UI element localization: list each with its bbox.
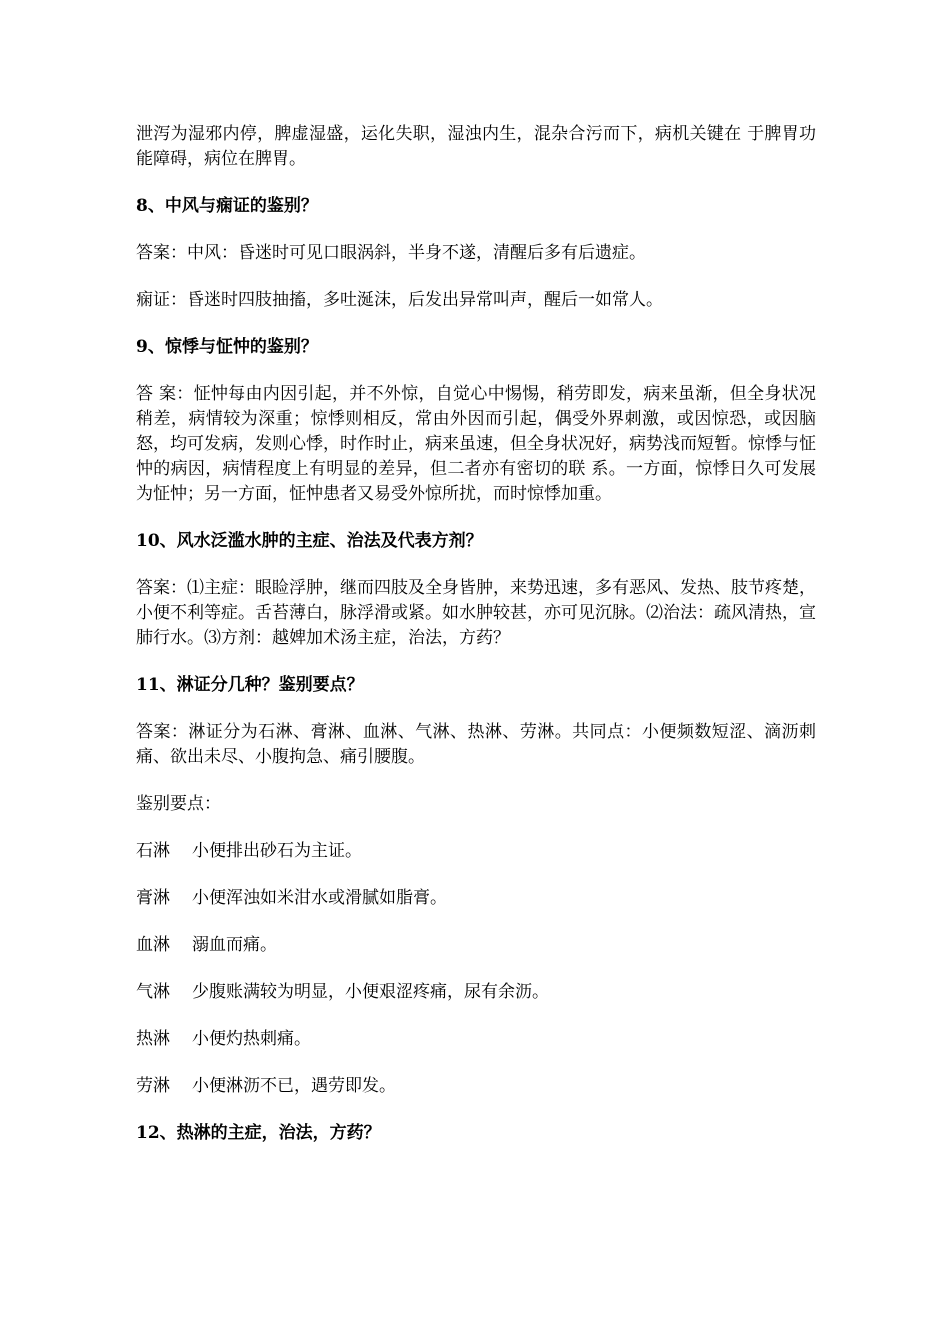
question-10-title: 10、风水泛滥水肿的主症、治法及代表方剂？	[136, 531, 483, 551]
list-item-term: 气淋	[136, 982, 170, 1002]
list-item-desc: 少腹账满较为明显，小便艰涩疼痛，尿有余沥。	[192, 982, 549, 1002]
list-item	[136, 886, 816, 911]
list-item-term: 劳淋	[136, 1076, 170, 1096]
list-item	[136, 980, 816, 1005]
question-8-answer-epilepsy: 痫证：昏迷时四肢抽搐，多吐涎沫，后发出异常叫声，醒后一如常人。	[136, 290, 663, 310]
question-12-title: 12、热淋的主症，治法，方药？	[136, 1123, 381, 1143]
list-item-desc: 小便灼热刺痛。	[192, 1029, 311, 1049]
question-11-title: 11、淋证分几种？鉴别要点？	[136, 675, 364, 695]
list-item-term: 膏淋	[136, 888, 170, 908]
list-item-desc: 小便排出砂石为主证。	[192, 841, 362, 861]
question-9-answer: 答 案：怔忡每由内因引起，并不外惊，自觉心中惕惕，稍劳即发，病来虽渐，但全身状况稍差，病情较为深重；惊悸则相反，常由外因而引起，偶受外界刺激，或因惊恐，或因脑怒，均可发病，发则心悸，时作时止，病来虽速，但全身状况好，病势浅而短暂。惊悸与怔忡的病因，病情程度上有明显的差异，但二者亦有密切的联 系。一方面，惊悸日久可发展为怔忡；另一方面，怔忡患者又易受外惊所扰，而时惊悸加重。	[136, 384, 816, 504]
list-item-desc: 溺血而痛。	[192, 935, 277, 955]
document-page	[136, 122, 816, 1146]
list-item	[136, 1027, 816, 1052]
list-item	[136, 933, 816, 958]
list-item	[136, 839, 816, 864]
question-9-title: 9、惊悸与怔忡的鉴别？	[136, 337, 318, 357]
question-11-points-label: 鉴别要点：	[136, 794, 221, 814]
intro-paragraph: 泄泻为湿邪内停，脾虚湿盛，运化失职，湿浊内生，混杂合污而下，病机关键在 于脾胃功能障碍，病位在脾胃。	[136, 124, 816, 169]
list-item-desc: 小便淋沥不已，遇劳即发。	[192, 1076, 396, 1096]
list-item	[136, 1074, 816, 1099]
list-item-term: 血淋	[136, 935, 170, 955]
question-11-answer: 答案：淋证分为石淋、膏淋、血淋、气淋、热淋、劳淋。共同点：小便频数短涩、滴沥刺痛、欲出未尽、小腹拘急、痛引腰腹。	[136, 722, 816, 767]
question-8-title: 8、中风与痫证的鉴别？	[136, 196, 318, 216]
list-item-desc: 小便浑浊如米泔水或滑腻如脂膏。	[192, 888, 447, 908]
list-item-term: 石淋	[136, 841, 170, 861]
question-8-answer-stroke: 答案：中风：昏迷时可见口眼涡斜，半身不遂，清醒后多有后遗症。	[136, 243, 646, 263]
list-item-term: 热淋	[136, 1029, 170, 1049]
question-10-answer: 答案：⑴主症：眼睑浮肿，继而四肢及全身皆肿，来势迅速，多有恶风、发热、肢节疼楚，小便不利等症。舌苔薄白，脉浮滑或紧。如水肿较甚，亦可见沉脉。⑵治法：疏风清热，宣肺行水。⑶方剂：越婢加术汤主症，治法，方药？	[136, 578, 816, 648]
